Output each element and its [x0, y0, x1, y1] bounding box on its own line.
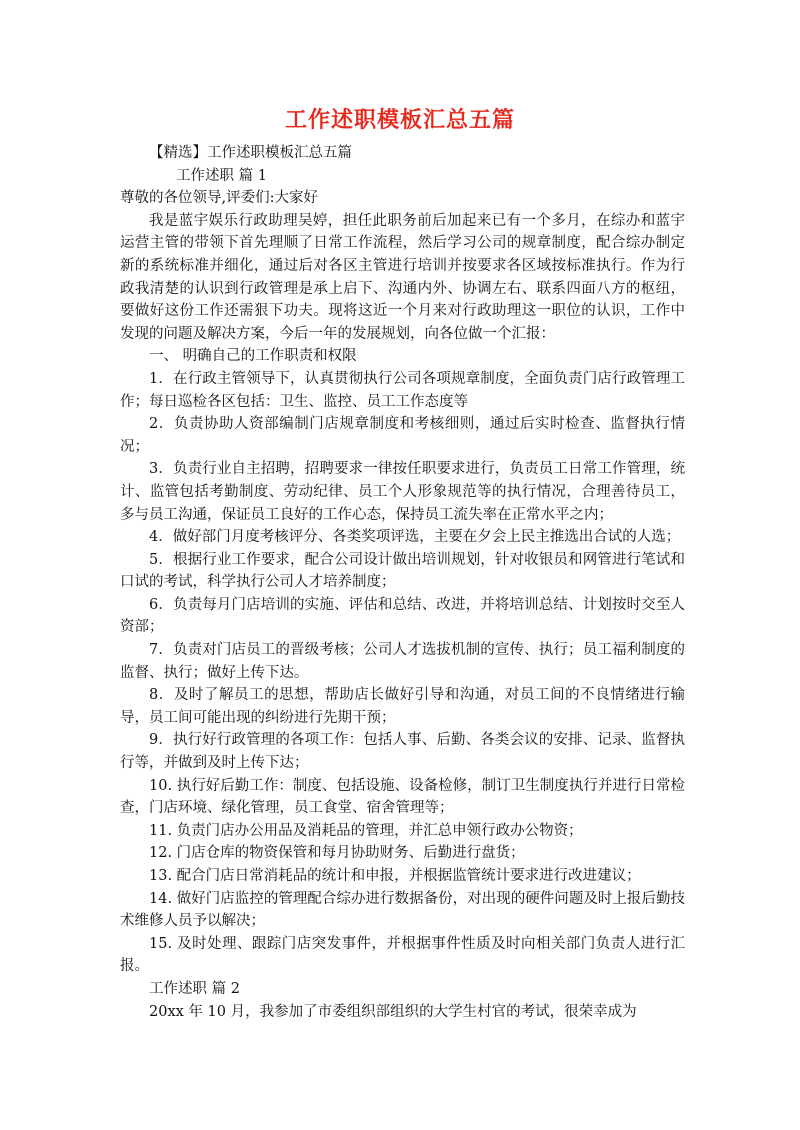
- list-item: 5．根据行业工作要求，配合公司设计做出培训规划，针对收银员和网管进行笔试和口试的考试，科学执行公司人才培养制度；: [120, 551, 685, 591]
- document-title: 工作述职模板汇总五篇: [284, 107, 515, 133]
- list-item: 7．负责对门店员工的晋级考核；公司人才选拔机制的宣传、执行；员工福利制度的监督、执行；做好上传下达。: [120, 642, 685, 681]
- list-item: 3．负责行业自主招聘，招聘要求一律按任职要求进行，负责员工日常工作管理，统计、监管包括考勤制度、劳动纪律、员工个人形象规范等的执行情况，合理善待员工，多与员工沟通，保证员工良好的工作心态，保持员工流失率在正常水平之内；: [120, 461, 685, 523]
- list-item: 8．及时了解员工的思想，帮助店长做好引导和沟通，对员工间的不良情绪进行输导，员工间可能出现的纠纷进行先期干预；: [120, 687, 685, 726]
- document-subtitle: 【精选】工作述职模板汇总五篇: [149, 145, 352, 161]
- list-item: 14. 做好门店监控的管理配合综办进行数据备份，对出现的硬件问题及时上报后勤技术维修人员予以解决；: [120, 890, 685, 930]
- intro-paragraph: 我是蓝宇娱乐行政助理吴婷，担任此职务前后加起来已有一个多月，在综办和蓝宇运营主管的带领下首先理顺了日常工作流程，然后学习公司的规章制度，配合综办制定新的系统标准并细化，通过后对各区主管进行培训并按要求各区域按标准执行。作为行政我清楚的认识到行政管理是承上启下、沟通内外、协调左右、联系四面八方的枢纽，要做好这份工作还需狠下功夫。现将这近一个月来对行政助理这一职位的认识，工作中发现的问题及解决方案，今后一年的发展规划，向各位做一个汇报：: [120, 212, 685, 342]
- list-item: 15. 及时处理、跟踪门店突发事件，并根据事件性质及时向相关部门负责人进行汇报。: [120, 935, 685, 975]
- list-item: 2．负责协助人资部编制门店规章制度和考核细则，通过后实时检查、监督执行情况；: [120, 416, 685, 455]
- list-item: 11. 负责门店办公用品及消耗品的管理，并汇总申领行政办公物资；: [149, 822, 583, 839]
- list-item: 1．在行政主管领导下，认真贯彻执行公司各项规章制度，全面负责门店行政管理工作；每日巡检各区包括：卫生、监控、员工工作态度等: [120, 370, 685, 410]
- part-heading: 一、 明确自己的工作职责和权限: [149, 348, 357, 365]
- section-heading-2: 工作述职 篇 2: [149, 980, 240, 997]
- list-item: 9．执行好行政管理的各项工作：包括人事、后勤、各类会议的安排、记录、监督执行等，并做到及时上传下达；: [120, 732, 685, 772]
- greeting: 尊敬的各位领导,评委们:大家好: [120, 190, 318, 207]
- document-body: [120, 142, 685, 1023]
- section2-paragraph: 20xx 年 10 月，我参加了市委组织部组织的大学生村官的考试，很荣幸成为: [149, 1003, 637, 1020]
- list-item: 13. 配合门店日常消耗品的统计和申报，并根据监管统计要求进行改进建议；: [149, 868, 641, 884]
- list-item: 4．做好部门月度考核评分、各类奖项评选，主要在夕会上民主推选出合试的人选；: [149, 529, 681, 546]
- section-heading-1: 工作述职 篇 1: [176, 167, 267, 184]
- list-item: 6．负责每月门店培训的实施、评估和总结、改进，并将培训总结、计划按时交至人资部；: [120, 596, 685, 636]
- list-item: 10. 执行好后勤工作：制度、包括设施、设备检修，制订卫生制度执行并进行日常检查，门店环境、绿化管理，员工食堂、宿舍管理等；: [120, 777, 685, 817]
- list-item: 12. 门店仓库的物资保管和每月协助财务、后勤进行盘货；: [149, 845, 525, 862]
